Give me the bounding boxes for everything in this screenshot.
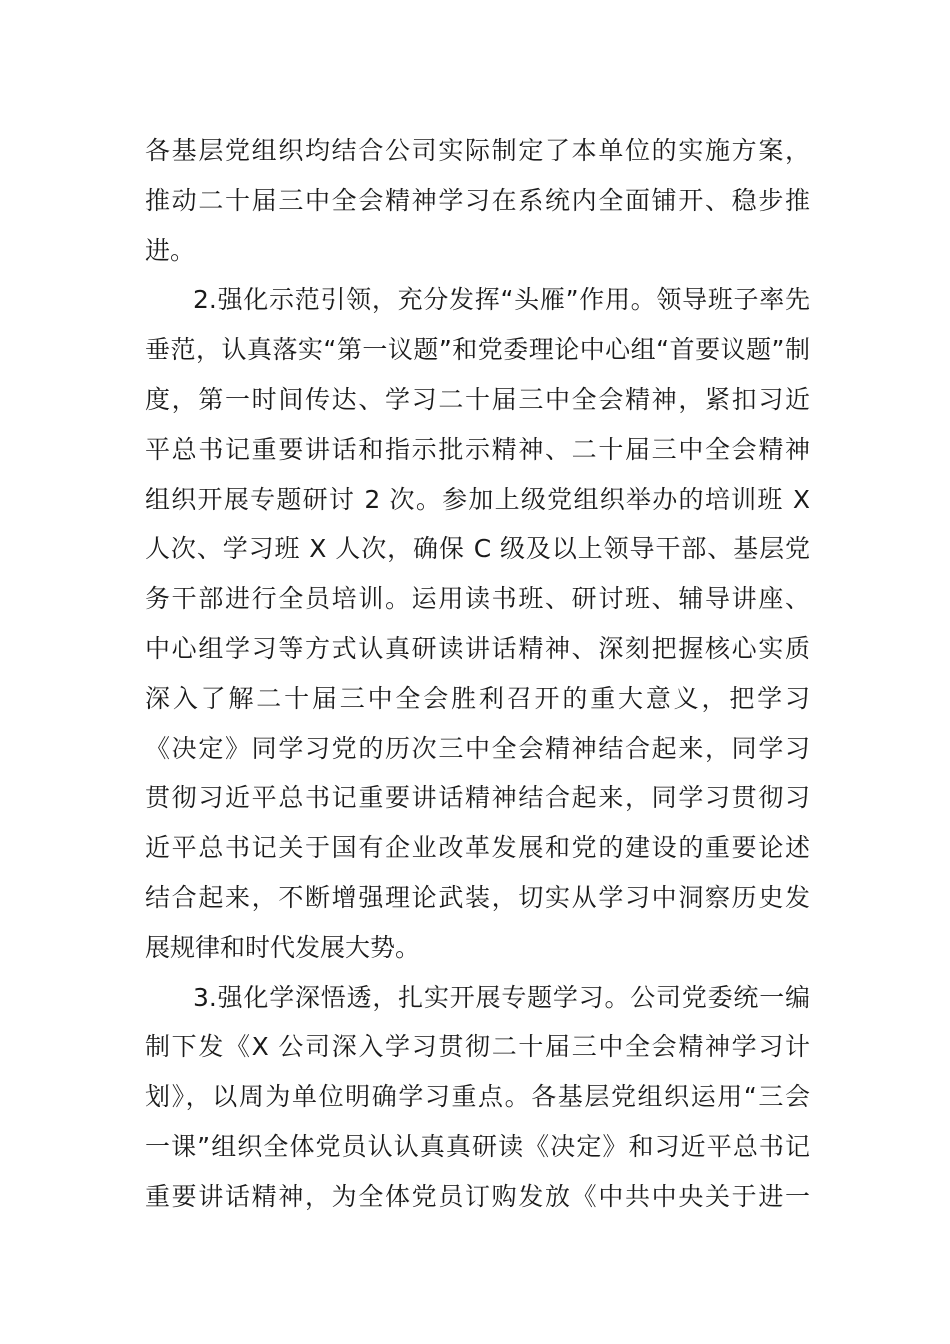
text-line: 垂范，认真落实“第一议题”和党委理论中心组“首要议题”制 bbox=[145, 335, 810, 365]
text-line: 展规律和时代发展大势。 bbox=[145, 932, 421, 962]
text-line: 度，第一时间传达、学习二十届三中全会精神，紧扣习近 bbox=[145, 384, 810, 414]
text-line: 中心组学习等方式认真研读讲话精神、深刻把握核心实质 bbox=[145, 633, 810, 663]
text-line: 重要讲话精神，为全体党员订购发放《中共中央关于进一 bbox=[145, 1181, 810, 1211]
text-line: 一课”组织全体党员认认真真研读《决定》和习近平总书记 bbox=[145, 1131, 810, 1161]
paragraph-first-line: 3.强化学深悟透，扎实开展专题学习。公司党委统一编 bbox=[193, 982, 810, 1012]
text-line: 《决定》同学习党的历次三中全会精神结合起来，同学习 bbox=[145, 733, 810, 763]
text-line: 贯彻习近平总书记重要讲话精神结合起来，同学习贯彻习 bbox=[145, 783, 810, 813]
text-line: 近平总书记关于国有企业改革发展和党的建设的重要论述 bbox=[145, 833, 810, 863]
text-line: 深入了解二十届三中全会胜利召开的重大意义，把学习 bbox=[145, 683, 810, 713]
text-line: 进。 bbox=[145, 235, 196, 265]
text-line: 划》，以周为单位明确学习重点。各基层党组织运用“三会 bbox=[145, 1082, 810, 1112]
text-line: 各基层党组织均结合公司实际制定了本单位的实施方案， bbox=[145, 136, 810, 165]
text-line: 结合起来，不断增强理论武装，切实从学习中洞察历史发 bbox=[145, 882, 810, 912]
body-text bbox=[145, 126, 810, 1222]
text-line: 平总书记重要讲话和指示批示精神、二十届三中全会精神 bbox=[145, 434, 810, 464]
text-line: 制下发《X 公司深入学习贯彻二十届三中全会精神学习计 bbox=[145, 1032, 810, 1062]
paragraph-first-line: 2.强化示范引领，充分发挥“头雁”作用。领导班子率先 bbox=[193, 285, 810, 315]
text-line: 人次、学习班 X 人次，确保 C 级及以上领导干部、基层党 bbox=[145, 534, 810, 564]
text-line: 务干部进行全员培训。运用读书班、研讨班、辅导讲座、 bbox=[145, 584, 810, 614]
text-line: 组织开展专题研讨 2 次。参加上级党组织举办的培训班 X bbox=[145, 484, 810, 514]
text-line: 推动二十届三中全会精神学习在系统内全面铺开、稳步推 bbox=[145, 185, 810, 215]
